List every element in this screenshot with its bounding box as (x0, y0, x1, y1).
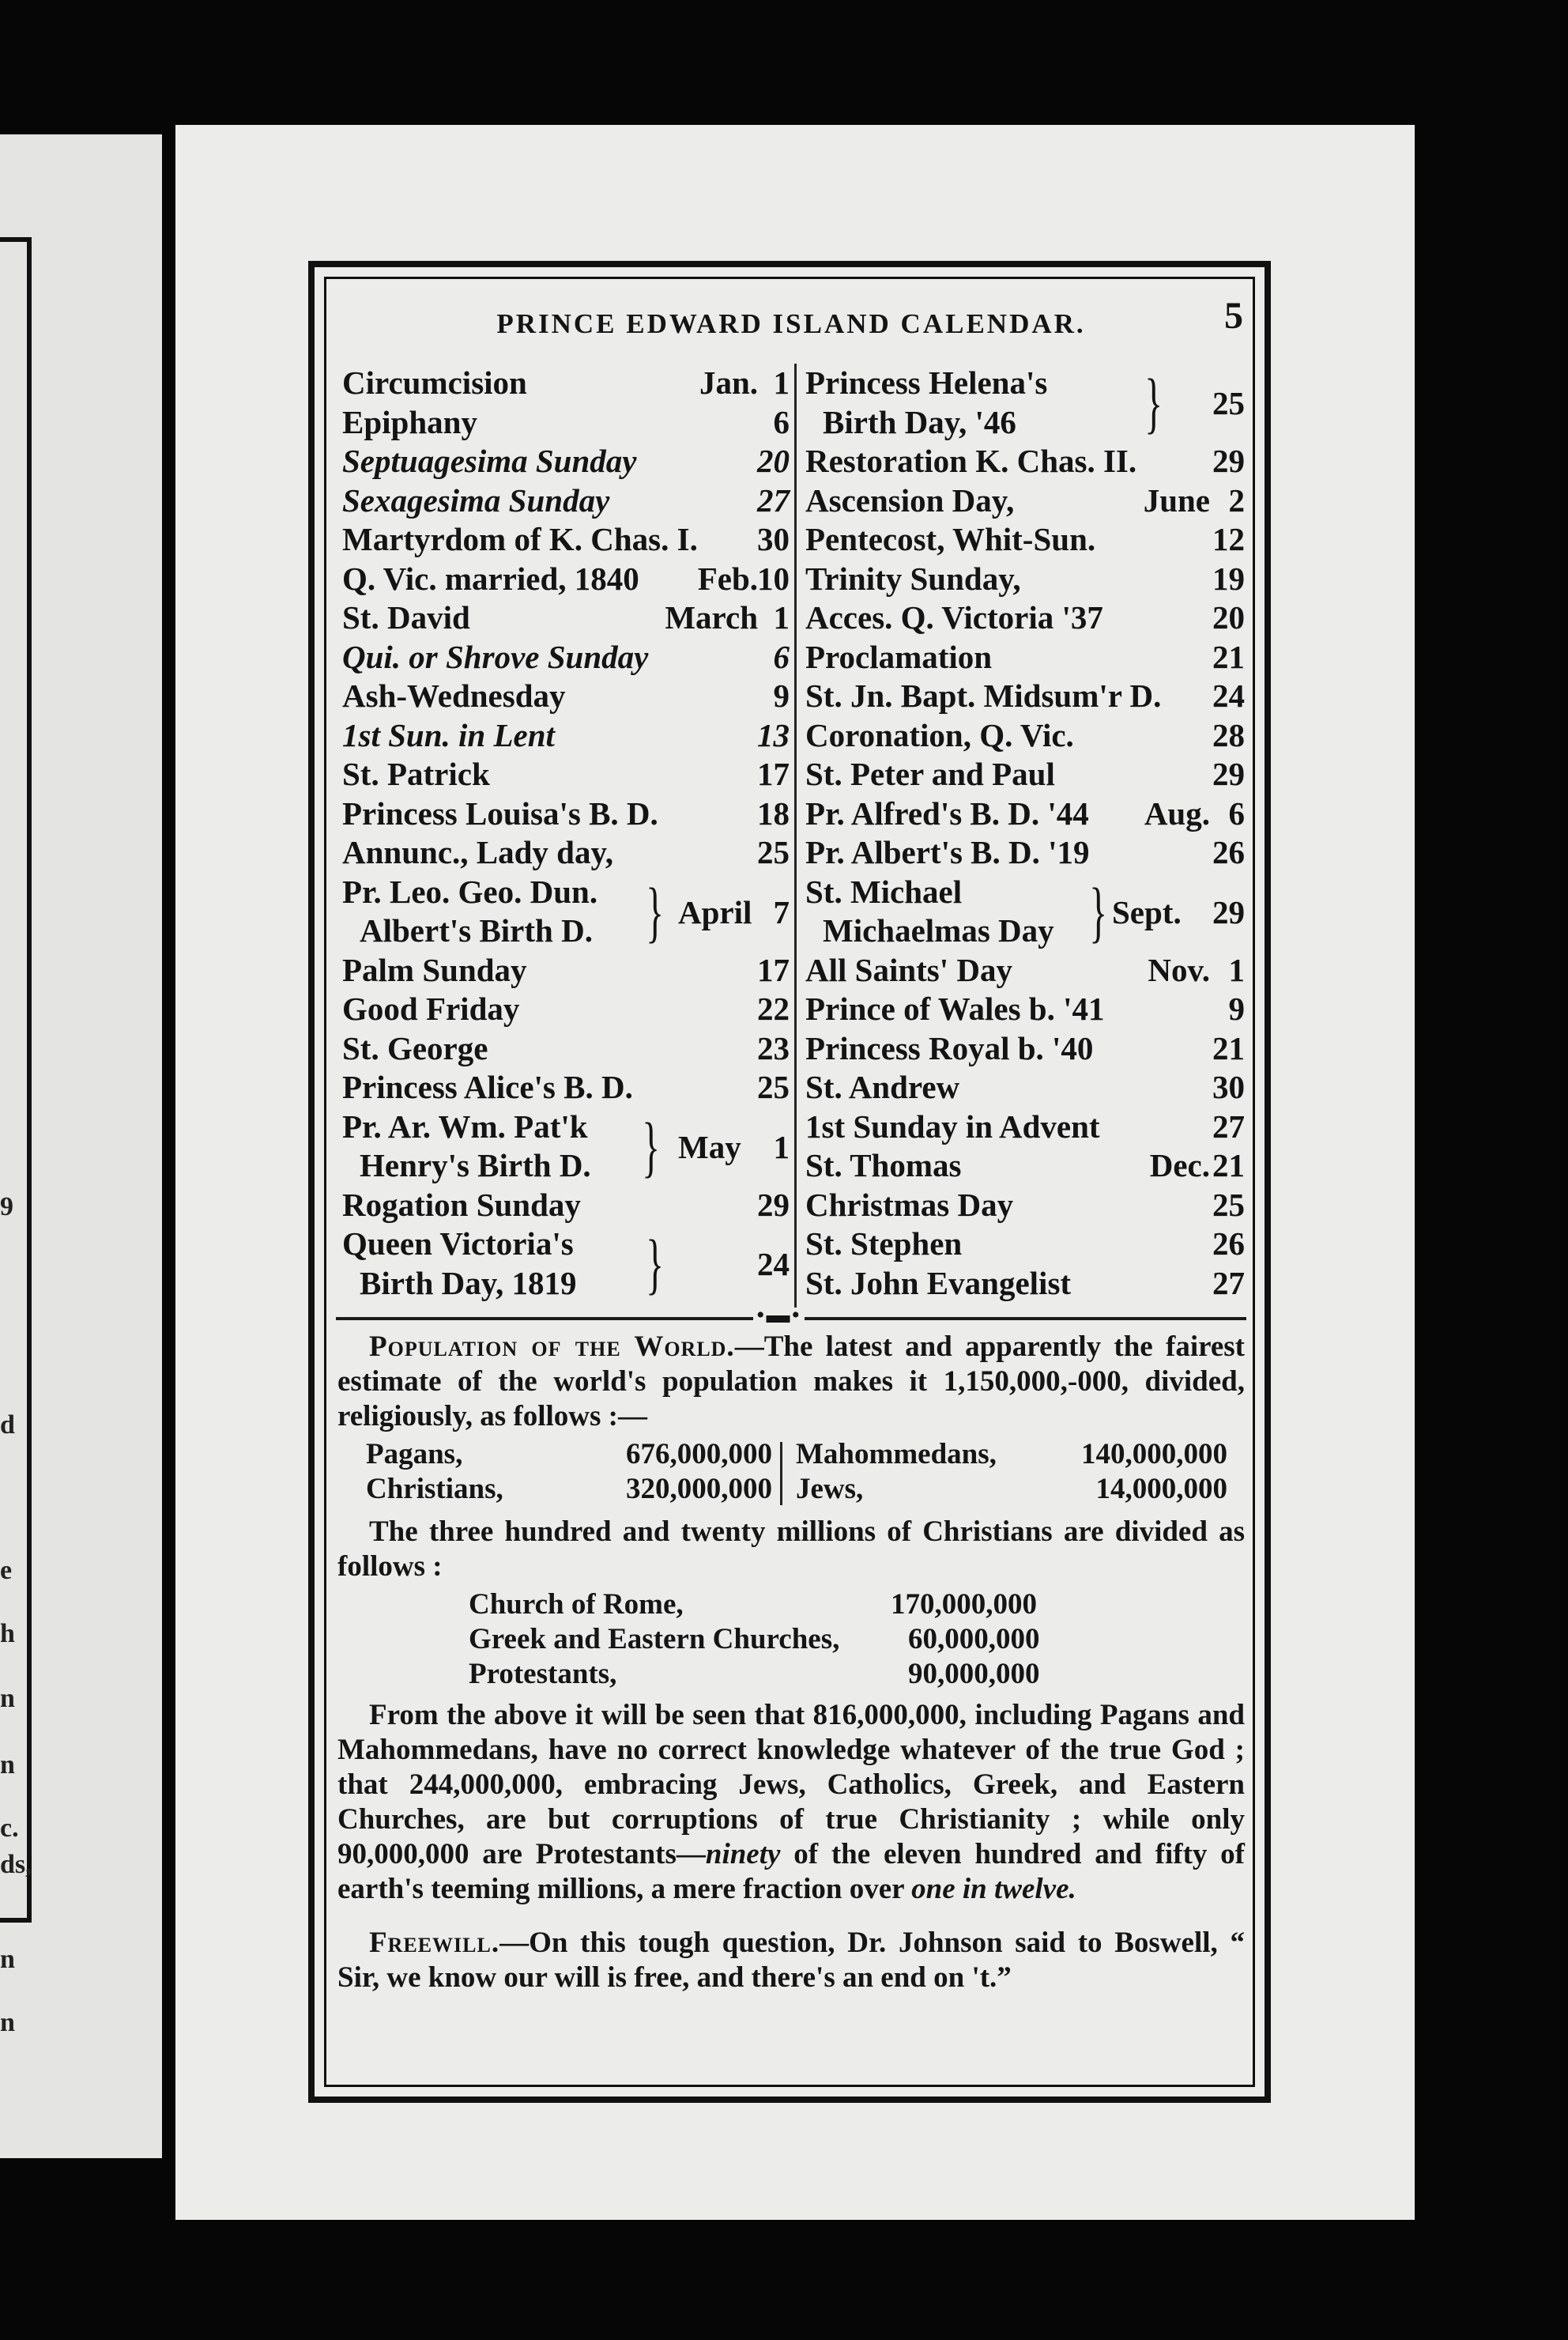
feast-name: 1st Sun. in Lent (342, 716, 555, 753)
figure-value: 676,000,000 (626, 1438, 772, 1470)
calendar-row (805, 1264, 1245, 1304)
feast-month: Aug. (1144, 794, 1210, 832)
feast-name: St. Andrew (805, 1069, 960, 1105)
calendar-row (805, 560, 1245, 599)
adjacent-page-edge (0, 134, 162, 2158)
adjacent-page-fragment: n (0, 1684, 15, 1713)
calendar-row (805, 833, 1245, 873)
conclusion-emphasis: ninety (705, 1838, 781, 1870)
feast-day: 27 (1212, 1264, 1245, 1301)
feast-name: Princess Royal b. '40 (805, 1029, 1094, 1066)
adjacent-page-fragment: h (0, 1619, 15, 1648)
feast-day: 6 (773, 403, 790, 440)
conclusion-text: From the above it will be seen that 816,000,000, including Pagans and Mahommedans, have no correct knowledge whatever of the true God ; that 244,000,000, embracing Jews, Catholics, Greek, and Eastern Churches, are but corruptions of true Christianity ; while only 90,000,000 are Protestants— (337, 1699, 1245, 1870)
feast-name: Princess Helena's (805, 364, 1048, 401)
calendar-row (342, 1186, 790, 1225)
feast-name: Princess Louisa's B. D. (342, 794, 658, 832)
feast-name: St. Patrick (342, 756, 490, 792)
left-column (342, 364, 790, 1303)
figure-value: 140,000,000 (1081, 1438, 1227, 1470)
feast-day: 19 (1212, 560, 1245, 597)
calendar-row (342, 951, 790, 991)
feast-day: 1 (773, 599, 790, 636)
feast-name: Pentecost, Whit-Sun. (805, 521, 1096, 557)
page-title: PRINCE EDWARD ISLAND CALENDAR. (496, 308, 1086, 339)
freewill-heading: Freewill. (369, 1927, 500, 1959)
page-number: 5 (1224, 295, 1243, 337)
feast-name: Epiphany (342, 403, 477, 440)
feast-name: St. George (342, 1029, 488, 1066)
calendar-row (342, 755, 790, 794)
calendar-row (805, 442, 1245, 481)
feast-day: 29 (1212, 893, 1245, 930)
calendar-group (342, 873, 790, 951)
calendar-group (805, 873, 1245, 951)
feast-day: 29 (1212, 756, 1245, 792)
section-rule (336, 1302, 1246, 1328)
feast-month: Jan. (699, 364, 758, 401)
adjacent-page-fragment: ds, (0, 1850, 32, 1879)
feast-day: 27 (757, 481, 790, 519)
feast-name: Ash-Wednesday (342, 677, 566, 714)
feast-name: Birth Day, '46 (823, 403, 1016, 440)
calendar-row (342, 364, 790, 403)
christians-intro: The three hundred and twenty millions of Christians are divided as follows : (337, 1515, 1245, 1583)
calendar-row (342, 481, 790, 521)
feast-name: Pr. Albert's B. D. '19 (805, 834, 1090, 870)
feast-name: Pr. Alfred's B. D. '44 (805, 794, 1089, 832)
feast-day: 26 (1212, 834, 1245, 870)
feast-name: 1st Sunday in Advent (805, 1108, 1100, 1145)
feast-name: Coronation, Q. Vic. (805, 716, 1074, 753)
feast-month: Sept. (1112, 893, 1182, 930)
feast-name: Christmas Day (805, 1186, 1014, 1223)
conclusion-text: of the eleven hundred and fifty of earth's teeming millions, a mere fraction over (337, 1838, 1245, 1905)
feast-name: Qui. or Shrove Sunday (342, 638, 649, 675)
figure-value: 14,000,000 (1095, 1473, 1227, 1505)
feast-name: St. David (342, 599, 470, 636)
page-content (337, 292, 1245, 2085)
feast-day: 1 (773, 1128, 790, 1165)
feast-month: March (665, 599, 758, 636)
calendar-row (805, 716, 1245, 756)
feast-day: 1 (773, 364, 790, 401)
figure-label: Mahommedans, (796, 1438, 997, 1470)
brace-mark: } (646, 1225, 664, 1301)
feast-day: 30 (1212, 1069, 1245, 1105)
feast-name: St. Michael (805, 873, 963, 910)
feast-name: Palm Sunday (342, 951, 527, 988)
adjacent-page-fragment: 9 (0, 1192, 13, 1221)
feast-day: 25 (757, 834, 790, 870)
feast-name: Queen Victoria's (342, 1225, 574, 1262)
feast-day: 29 (757, 1186, 790, 1223)
column-divider (794, 364, 797, 1312)
feast-name: Ascension Day, (805, 481, 1015, 519)
feast-day: 18 (757, 794, 790, 832)
feast-name: Albert's Birth D. (360, 912, 593, 949)
feast-day: 25 (757, 1069, 790, 1105)
feast-day: 23 (757, 1029, 790, 1066)
feast-name: Septuagesima Sunday (342, 443, 637, 479)
adjacent-page-fragment: c. (0, 1814, 19, 1843)
feast-name: Circumcision (342, 364, 527, 401)
population-article (337, 1330, 1245, 1995)
feast-name: Trinity Sunday, (805, 560, 1021, 597)
calendar-row (805, 951, 1245, 991)
feast-name: Proclamation (805, 638, 993, 675)
church-value: 60,000,000 (908, 1623, 1040, 1655)
feast-name: St. Jn. Bapt. Midsum'r D. (805, 677, 1162, 714)
right-column (805, 364, 1245, 1303)
feast-name: All Saints' Day (805, 951, 1012, 988)
feast-name: Pr. Leo. Geo. Dun. (342, 873, 598, 910)
feast-day-table (337, 364, 1245, 1312)
calendar-row (805, 1068, 1245, 1108)
feast-day: 6 (1228, 794, 1245, 832)
church-name: Protestants, (469, 1658, 617, 1690)
feast-name: Princess Alice's B. D. (342, 1069, 633, 1105)
feast-day: 24 (757, 1246, 790, 1282)
feast-day: 17 (757, 756, 790, 792)
calendar-row (805, 638, 1245, 677)
brace-mark: } (642, 1108, 660, 1184)
feast-day: 26 (1212, 1225, 1245, 1262)
calendar-group (342, 1108, 790, 1186)
feast-name: Henry's Birth D. (360, 1147, 591, 1183)
feast-day: 25 (1212, 385, 1245, 421)
church-name: Church of Rome, (469, 1588, 684, 1621)
feast-day: 27 (1212, 1108, 1245, 1145)
calendar-row (342, 403, 790, 443)
feast-month: April (678, 893, 752, 930)
population-intro (337, 1330, 1245, 1434)
feast-name: Sexagesima Sunday (342, 481, 610, 519)
feast-name: Birth Day, 1819 (360, 1264, 577, 1301)
feast-day: 13 (757, 716, 790, 753)
feast-name: Annunc., Lady day, (342, 834, 613, 870)
feast-month: Dec. (1149, 1147, 1210, 1183)
adjacent-page-fragment: n (0, 1750, 15, 1780)
feast-day: 12 (1212, 521, 1245, 557)
calendar-page (175, 125, 1415, 2220)
adjacent-page-fragment: e (0, 1556, 13, 1585)
figures-divider (780, 1442, 782, 1505)
feast-day: 21 (1212, 1147, 1245, 1183)
feast-day: 25 (1212, 1186, 1245, 1223)
running-header (337, 292, 1245, 356)
adjacent-page-fragment: n (0, 1945, 15, 1974)
feast-day: 29 (1212, 443, 1245, 479)
figure-label: Jews, (796, 1473, 864, 1505)
church-value: 170,000,000 (891, 1588, 1037, 1621)
calendar-row (805, 1146, 1245, 1186)
brace-mark: } (646, 873, 664, 949)
population-figures (337, 1437, 1245, 1510)
feast-month: Feb. (697, 560, 758, 597)
feast-name: Acces. Q. Victoria '37 (805, 599, 1103, 636)
feast-name: St. John Evangelist (805, 1264, 1072, 1301)
feast-name: St. Peter and Paul (805, 756, 1055, 792)
calendar-row (342, 598, 790, 638)
feast-day: 20 (757, 443, 790, 479)
feast-day: 21 (1212, 1029, 1245, 1066)
feast-day: 10 (757, 560, 790, 597)
conclusion-emphasis: one in twelve. (911, 1873, 1076, 1905)
feast-name: Q. Vic. married, 1840 (342, 560, 639, 597)
calendar-row (805, 990, 1245, 1029)
calendar-row (805, 481, 1245, 521)
feast-day: 21 (1212, 638, 1245, 675)
feast-name: Restoration K. Chas. II. (805, 443, 1137, 479)
feast-day: 24 (1212, 677, 1245, 714)
feast-day: 20 (1212, 599, 1245, 636)
feast-name: St. Thomas (805, 1147, 962, 1183)
feast-day: 9 (1228, 991, 1245, 1027)
feast-day: 28 (1212, 716, 1245, 753)
calendar-row (342, 520, 790, 560)
church-name: Greek and Eastern Churches, (469, 1623, 840, 1655)
figure-label: Pagans, (366, 1438, 463, 1470)
feast-day: 7 (773, 893, 790, 930)
figure-value: 320,000,000 (626, 1473, 772, 1505)
feast-name: Martyrdom of K. Chas. I. (342, 521, 698, 557)
calendar-row (342, 794, 790, 834)
feast-day: 17 (757, 951, 790, 988)
figure-label: Christians, (366, 1473, 503, 1505)
calendar-row (342, 833, 790, 873)
feast-month: Nov. (1148, 951, 1210, 988)
population-conclusion (337, 1698, 1245, 1907)
feast-month: June (1143, 481, 1210, 519)
freewill-text: —On this tough question, Dr. Johnson said to Boswell, “ Sir, we know our will is free, and there's an end on 't.” (337, 1927, 1245, 1994)
calendar-row (342, 1029, 790, 1069)
freewill-paragraph (337, 1926, 1245, 1995)
feast-name: Michaelmas Day (823, 912, 1054, 949)
calendar-row (805, 1225, 1245, 1264)
calendar-row (342, 716, 790, 756)
brace-mark: } (1089, 873, 1107, 949)
feast-day: 22 (757, 991, 790, 1027)
calendar-row (805, 755, 1245, 794)
calendar-row (342, 442, 790, 481)
calendar-row (805, 1186, 1245, 1225)
calendar-row (342, 990, 790, 1029)
feast-day: 9 (773, 677, 790, 714)
adjacent-page-fragment: d (0, 1410, 15, 1440)
calendar-group (805, 364, 1245, 442)
calendar-row (805, 1029, 1245, 1069)
feast-name: Rogation Sunday (342, 1186, 581, 1223)
population-heading: Population of the World. (369, 1330, 735, 1363)
feast-name: Pr. Ar. Wm. Pat'k (342, 1108, 588, 1145)
feast-day: 2 (1228, 481, 1245, 519)
calendar-group (342, 1225, 790, 1303)
calendar-row (805, 794, 1245, 834)
feast-day: 1 (1228, 951, 1245, 988)
calendar-row (805, 520, 1245, 560)
calendar-row (342, 677, 790, 716)
feast-month: May (678, 1128, 741, 1165)
feast-name: Good Friday (342, 991, 520, 1027)
population-intro-text: —The latest and apparently the fairest estimate of the world's population makes it 1,150,000,-000, divided, religiously, as follows :— (337, 1330, 1245, 1432)
rule-ornament: •▬• (753, 1308, 805, 1323)
calendar-row (342, 638, 790, 677)
calendar-row (342, 1068, 790, 1108)
calendar-row (805, 1108, 1245, 1147)
feast-name: Prince of Wales b. '41 (805, 991, 1105, 1027)
calendar-row (342, 560, 790, 599)
calendar-row (805, 598, 1245, 638)
brace-mark: } (1144, 364, 1163, 440)
church-figures (337, 1587, 1245, 1692)
church-value: 90,000,000 (908, 1658, 1040, 1690)
calendar-row (805, 677, 1245, 716)
feast-day: 6 (773, 638, 790, 675)
adjacent-page-border (0, 237, 32, 1923)
adjacent-page-fragment: n (0, 2008, 15, 2037)
feast-day: 30 (757, 521, 790, 557)
feast-name: St. Stephen (805, 1225, 963, 1262)
